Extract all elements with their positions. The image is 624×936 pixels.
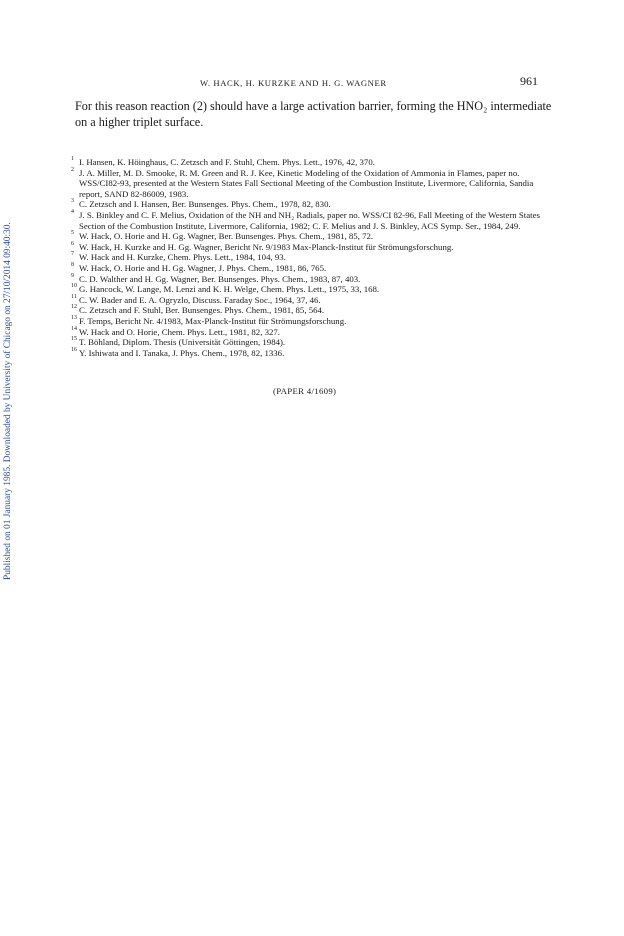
reference-item <box>71 283 557 295</box>
reference-item <box>71 198 557 210</box>
reference-number: 11 <box>71 293 77 300</box>
reference-text: C. D. Walther and H. Gg. Wagner, Ber. Bunsenges. Phys. Chem., 1983, 87, 403. <box>79 273 361 284</box>
running-head: W. HACK, H. KURZKE AND H. G. WAGNER <box>200 78 387 88</box>
reference-text: G. Hancock, W. Lange, M. Lenzi and K. H. Welge, Chem. Phys. Lett., 1975, 33, 168. <box>79 284 380 295</box>
reference-list <box>71 156 557 358</box>
reference-text: J. S. Binkley and C. F. Melius, Oxidation of the NH and NH₂ Radials, paper no. WSS/CI 82-96, Fall Meeting of the Western States Section of the Combustion Institute, Livermore, California, 1982; C. F. Melius and J. S. Binkley, ACS Symp. Ser., 1984, 249. <box>79 209 540 231</box>
reference-number: 3 <box>71 198 74 205</box>
reference-number: 9 <box>71 272 74 279</box>
download-notice-text: Published on 01 January 1985. Downloaded by University of Chicago on 27/10/2014 09:40:30. <box>3 222 13 580</box>
reference-number: 6 <box>71 240 74 247</box>
download-notice <box>3 160 17 580</box>
reference-text: W. Hack, O. Horie and H. Gg. Wagner, J. Phys. Chem., 1981, 86, 765. <box>79 262 327 273</box>
reference-item <box>71 156 557 168</box>
reference-item <box>71 325 557 338</box>
reference-item <box>71 251 557 263</box>
reference-text: W. Hack and H. Kurzke, Chem. Phys. Lett., 1984, 104, 93. <box>79 252 286 263</box>
page-number: 961 <box>520 74 538 88</box>
reference-number: 14 <box>71 325 77 332</box>
reference-text: C. W. Bader and E. A. Ogryzlo, Discuss. Faraday Soc., 1964, 37, 46. <box>79 294 321 305</box>
reference-item <box>71 261 557 274</box>
reference-number: 12 <box>71 304 77 311</box>
reference-number: 13 <box>71 314 77 321</box>
reference-item <box>71 166 557 200</box>
reference-item <box>71 230 557 242</box>
reference-number: 5 <box>71 230 74 237</box>
reference-item <box>71 336 557 348</box>
reference-number: 1 <box>71 156 74 162</box>
reference-item <box>71 304 557 316</box>
reference-text: I. Hansen, K. Höinghaus, C. Zetzsch and F. Stuhl, Chem. Phys. Lett., 1976, 42, 370. <box>79 157 375 167</box>
reference-text: J. A. Miller, M. D. Smooke, R. M. Green and R. J. Kee, Kinetic Modeling of the Oxidation of Ammonia in Flames, paper no. WSS/CI82-93, presented at the Western States Fall Sectional Meeting of the Combustion Institute, Livermore, California, Sandia report, SAND 82-86009, 1983. <box>79 167 534 199</box>
body-paragraph: For this reason reaction (2) should have a large activation barrier, forming the HNO₂ intermediate on a higher triplet surface. <box>75 99 552 129</box>
reference-text: C. Zetzsch and F. Stuhl, Ber. Bunsenges. Phys. Chem., 1981, 85, 564. <box>79 305 325 316</box>
reference-text: C. Zetzsch and I. Hansen, Ber. Bunsenges. Phys. Chem., 1978, 82, 830. <box>79 199 331 210</box>
reference-text: T. Böhland, Diplom. Thesis (Universität Göttingen, 1984). <box>79 337 286 348</box>
reference-item <box>71 346 557 359</box>
reference-item <box>71 293 557 306</box>
reference-text: F. Temps, Bericht Nr. 4/1983, Max-Planck-Institut für Strömungsforschung. <box>79 315 347 326</box>
reference-item <box>71 240 557 253</box>
reference-number: 2 <box>71 166 74 173</box>
reference-number: 4 <box>71 208 74 215</box>
reference-text: W. Hack, O. Horie and H. Gg. Wagner, Ber. Bunsenges. Phys. Chem., 1981, 85, 72. <box>79 231 374 242</box>
reference-number: 16 <box>71 346 77 353</box>
reference-number: 10 <box>71 283 77 290</box>
reference-item <box>71 272 557 285</box>
reference-number: 8 <box>71 261 74 268</box>
reference-text: W. Hack, H. Kurzke and H. Gg. Wagner, Bericht Nr. 9/1983 Max-Planck-Institut für Strömungsforschung. <box>79 241 454 252</box>
reference-text: Y. Ishiwata and I. Tanaka, J. Phys. Chem., 1978, 82, 1336. <box>79 347 285 358</box>
reference-number: 15 <box>71 336 77 343</box>
reference-text: W. Hack and O. Horie, Chem. Phys. Lett., 1981, 82, 327. <box>79 326 281 337</box>
reference-item <box>71 314 557 327</box>
paper-id: (PAPER 4/1609) <box>273 386 337 396</box>
reference-item <box>71 208 557 231</box>
reference-number: 7 <box>71 251 74 258</box>
